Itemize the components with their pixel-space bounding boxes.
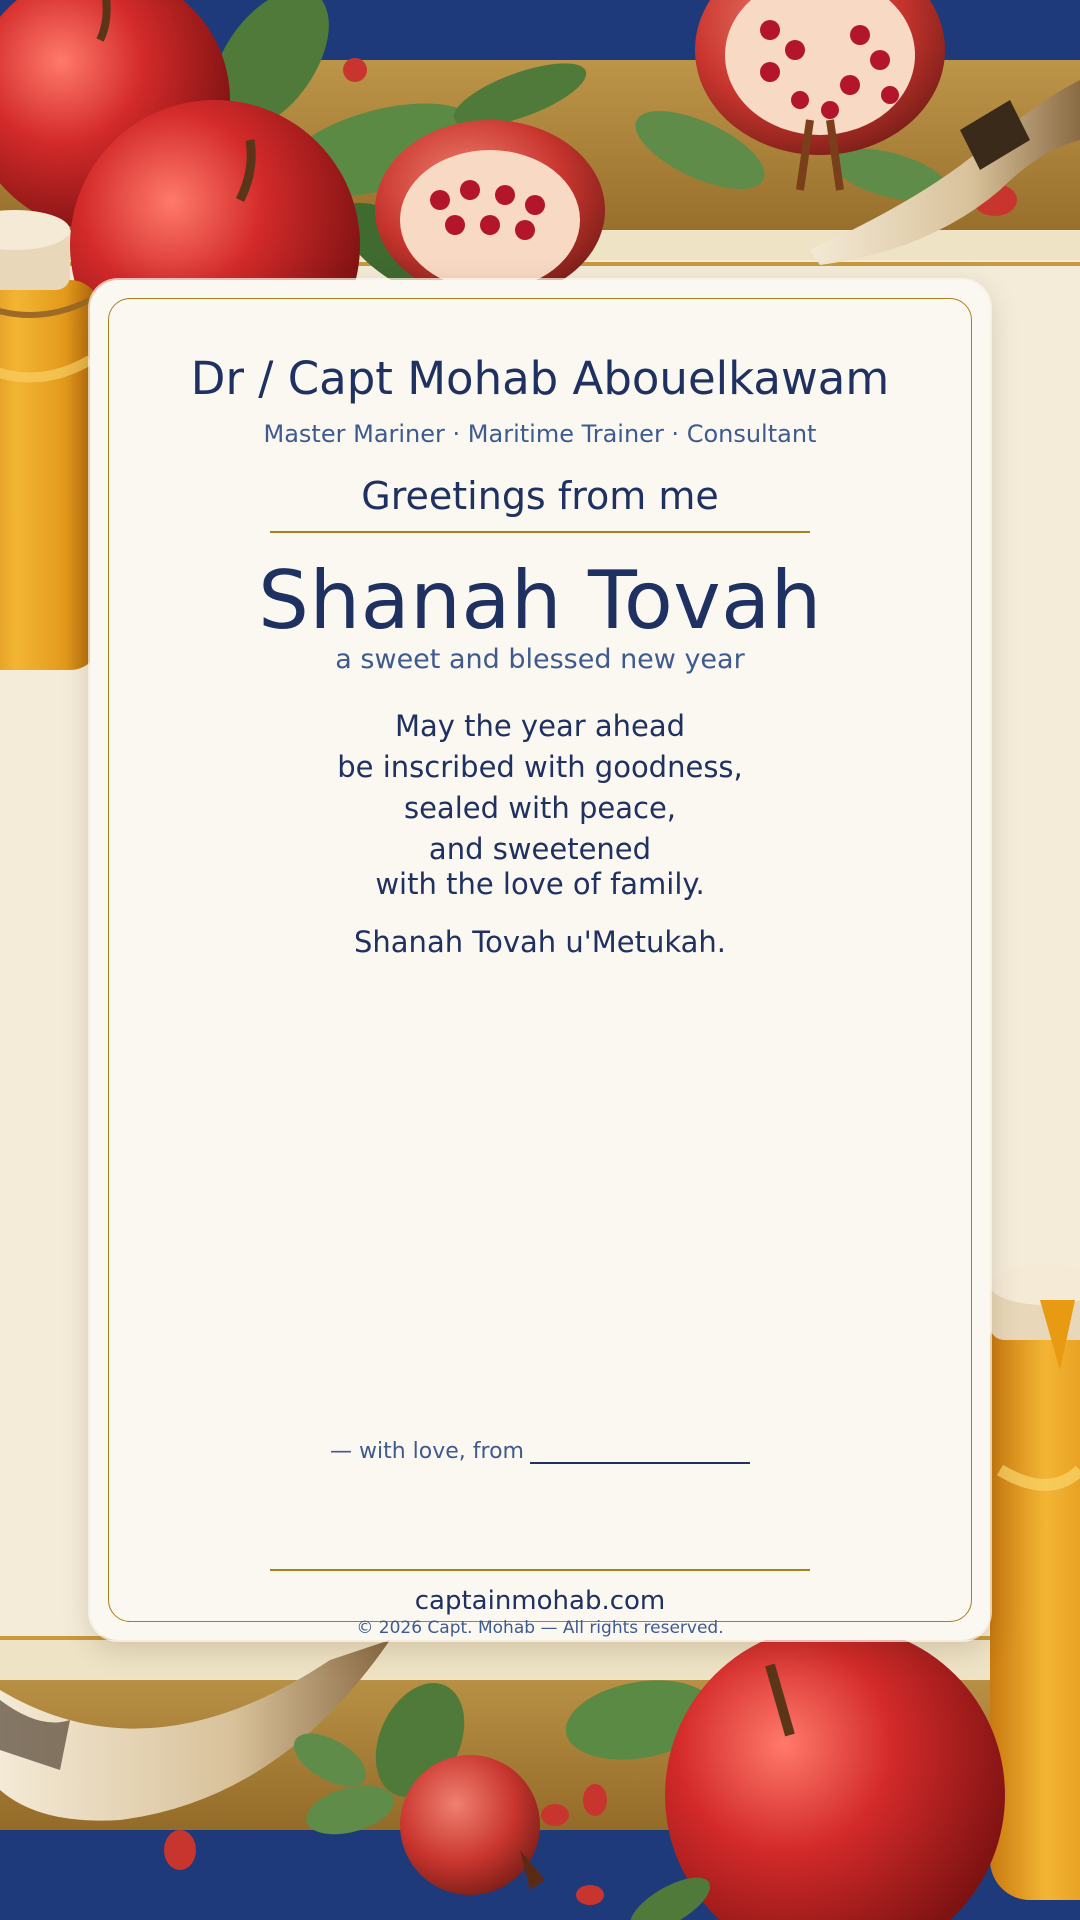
author-roles: Master Mariner · Maritime Trainer · Consultant xyxy=(263,420,817,448)
pomegranate-icon xyxy=(400,1755,540,1895)
greeting-line: Greetings from me xyxy=(361,474,719,518)
website-link[interactable]: captainmohab.com xyxy=(414,1586,666,1616)
verse-line: sealed with peace, xyxy=(403,791,677,825)
tagline: a sweet and blessed new year xyxy=(335,644,745,675)
copyright-notice: © 2026 Capt. Mohab — All rights reserved. xyxy=(356,1618,724,1638)
verse-line: be inscribed with goodness, xyxy=(337,750,743,784)
verse-line: May the year ahead xyxy=(394,709,686,743)
headline: Shanah Tovah xyxy=(258,554,822,647)
verse-line: and sweetened xyxy=(428,832,652,866)
closing-line: Shanah Tovah u'Metukah. xyxy=(354,925,726,959)
signoff-label: — with love, from xyxy=(330,1439,524,1464)
author-name: Dr / Capt Mohab Abouelkawam xyxy=(190,352,890,405)
divider xyxy=(270,531,810,533)
signoff xyxy=(0,1438,1080,1464)
signature-line xyxy=(530,1438,750,1464)
verse-line: with the love of family. xyxy=(375,867,705,901)
divider xyxy=(270,1569,810,1571)
verse xyxy=(0,706,1080,905)
